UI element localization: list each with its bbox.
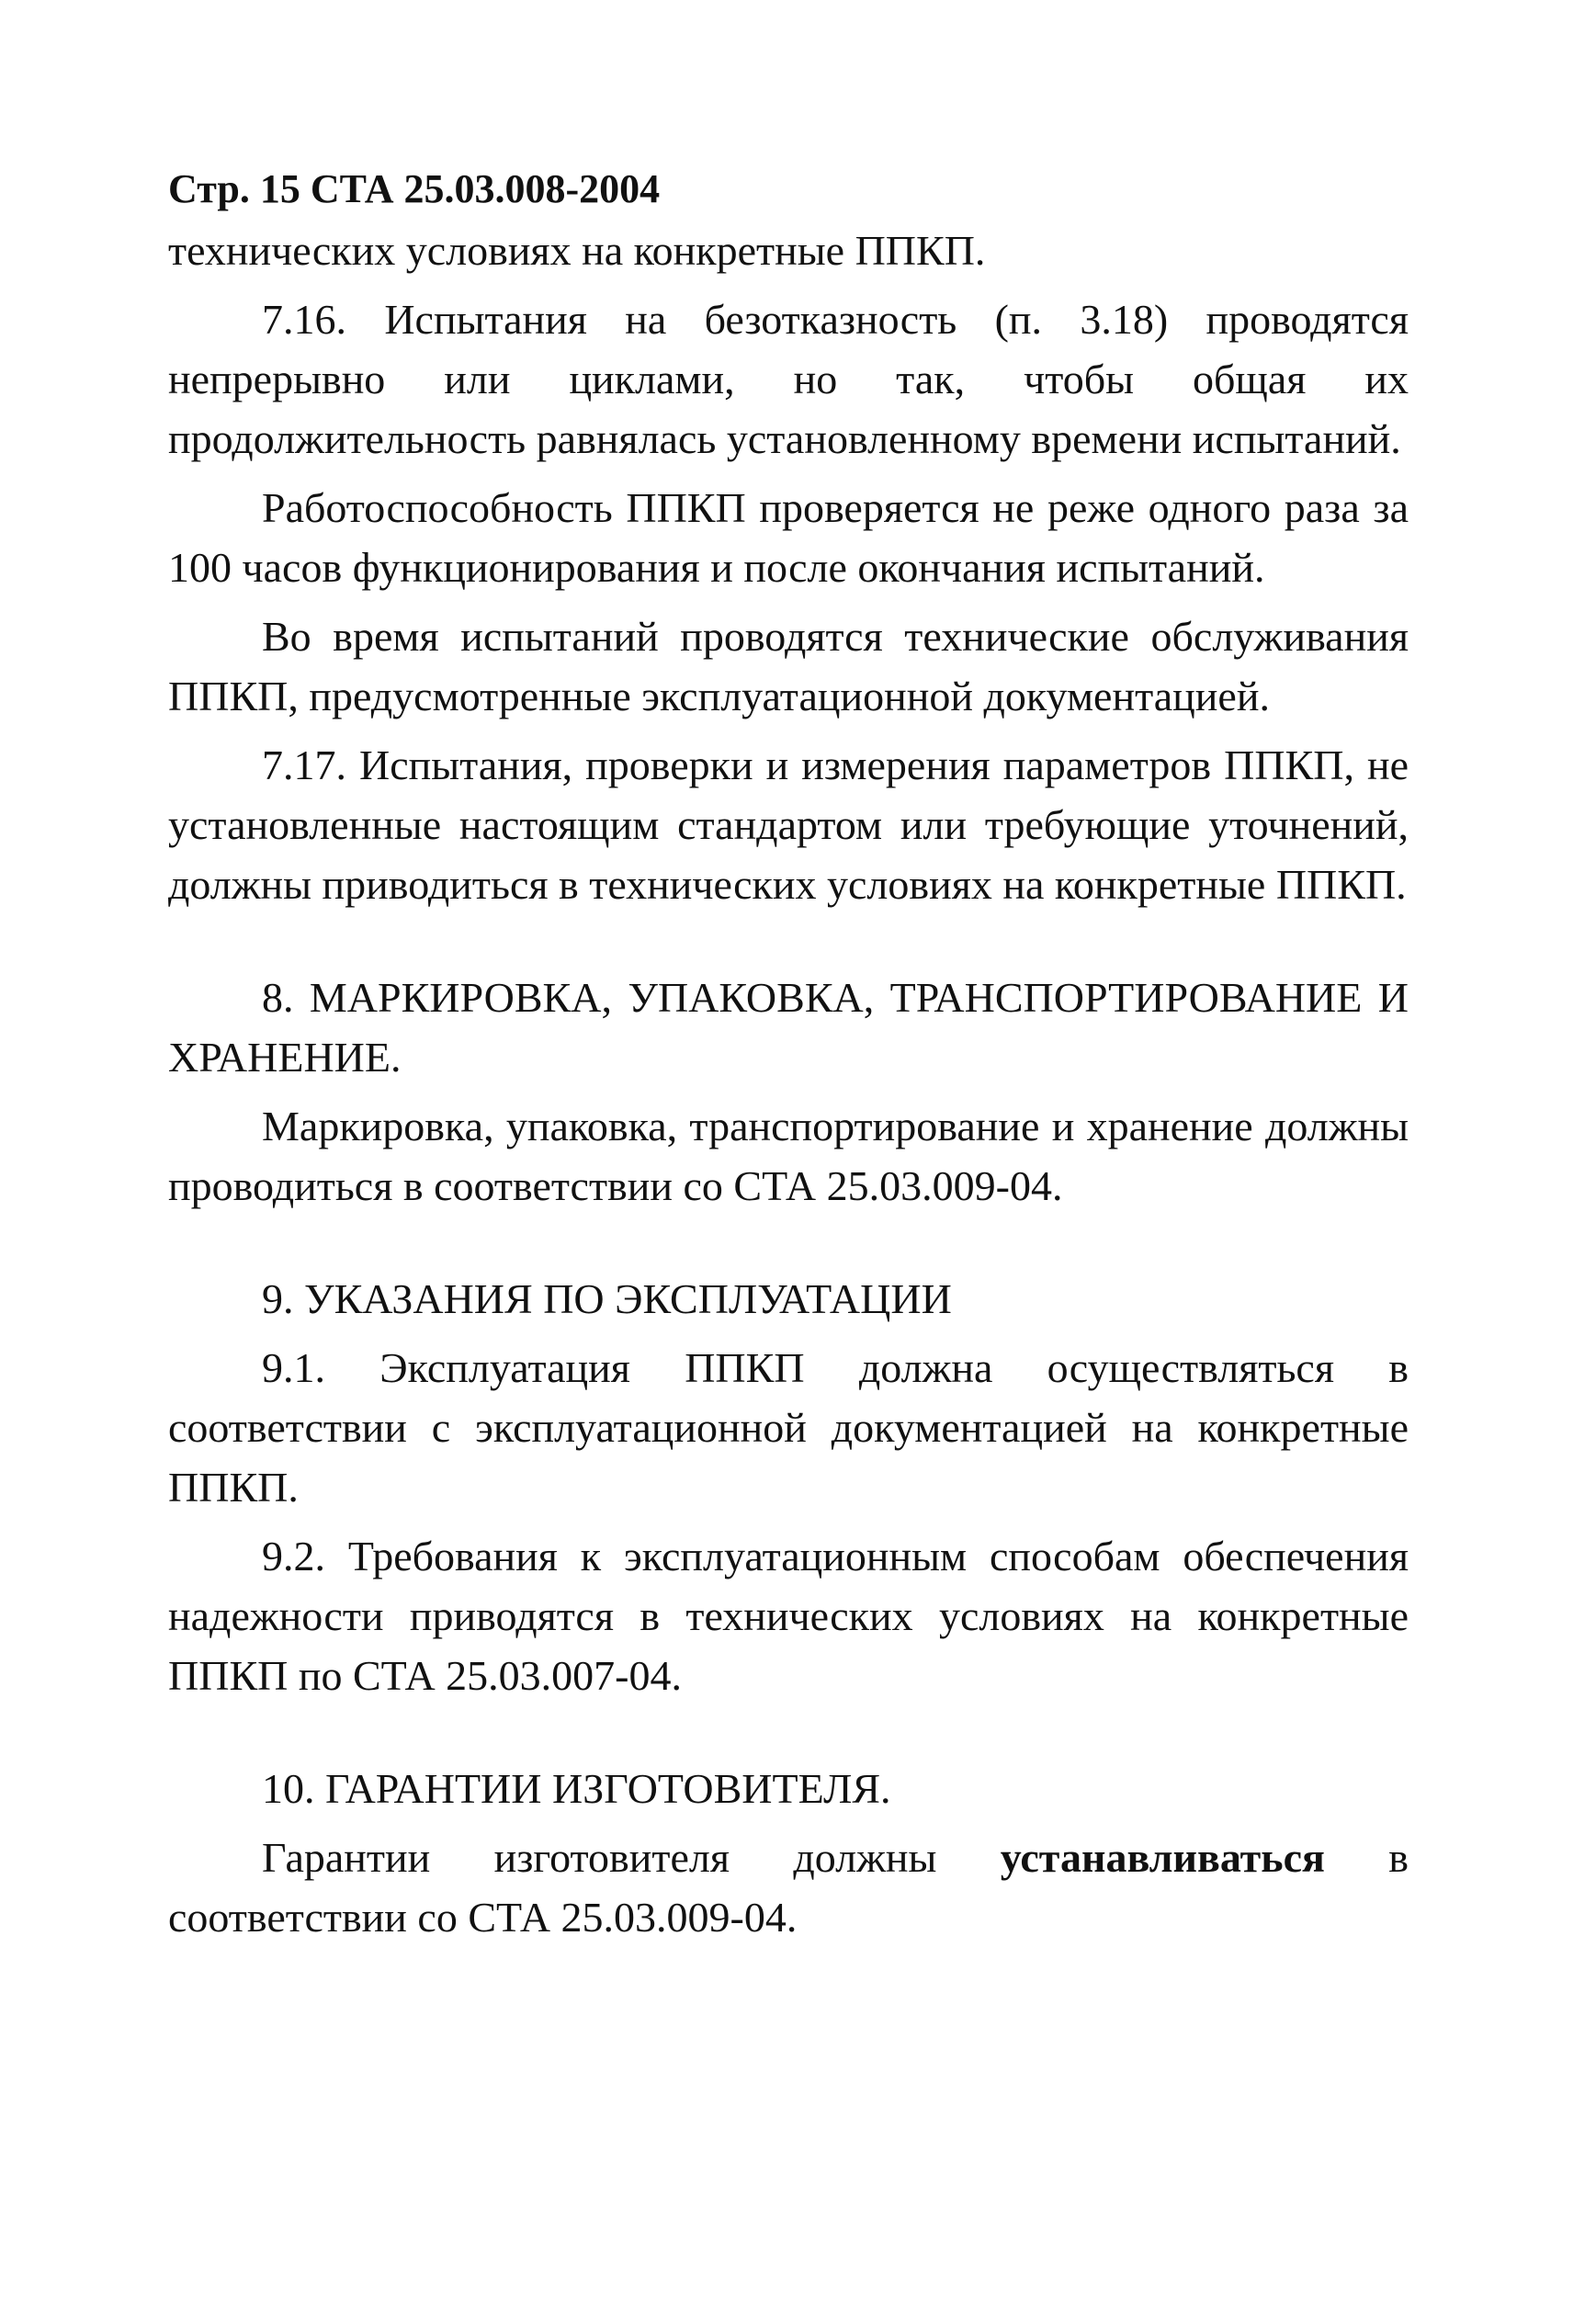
section-9-heading: 9. УКАЗАНИЯ ПО ЭКСПЛУАТАЦИИ [262,1275,952,1322]
paragraph-7-16: 7.16. Испытания на безотказность (п. 3.18) проводятся непрерывно или циклами, но так, чтобы общая их продолжительность равнялась установленному времени испытаний. [168,296,1409,462]
section-10-heading: 10. ГАРАНТИИ ИЗГОТОВИТЕЛЯ. [262,1765,891,1812]
paragraph-7-17: 7.17. Испытания, проверки и измерения параметров ППКП, не установленные настоящим стандартом или требующие уточнений, должны приводиться в технических условиях на конкретные ППКП. [168,741,1409,908]
section-10-text-start: Гарантии изготовителя должны [262,1834,1001,1881]
section-10-text [168,1828,1409,1947]
page-header: Стр. 15 СТА 25.03.008-2004 [168,166,661,211]
paragraph-continuation: технических условиях на конкретные ППКП. [168,227,986,274]
page-content [168,165,1409,1947]
section-10-text-end: в соответствии со СТА 25.03.009-04. [168,1834,1409,1941]
paragraph-operability: Работоспособность ППКП проверяется не реже одного раза за 100 часов функционирования и после окончания испытаний. [168,484,1409,591]
paragraph-9-2: 9.2. Требования к эксплуатационным способам обеспечения надежности приводятся в технических условиях на конкретные ППКП по СТА 25.03.007-04. [168,1533,1409,1699]
section-8-heading: 8. МАРКИРОВКА, УПАКОВКА, ТРАНСПОРТИРОВАНИЕ И ХРАНЕНИЕ. [168,974,1409,1081]
paragraph-maintenance: Во время испытаний проводятся технические обслуживания ППКП, предусмотренные эксплуатационной документацией. [168,613,1409,719]
paragraph-9-1: 9.1. Эксплуатация ППКП должна осуществляться в соответствии с эксплуатационной документацией на конкретные ППКП. [168,1344,1409,1511]
section-8-text: Маркировка, упаковка, транспортирование и хранение должны проводиться в соответствии со СТА 25.03.009-04. [168,1103,1409,1209]
section-10-text-bold: устанавливаться [1000,1834,1325,1881]
